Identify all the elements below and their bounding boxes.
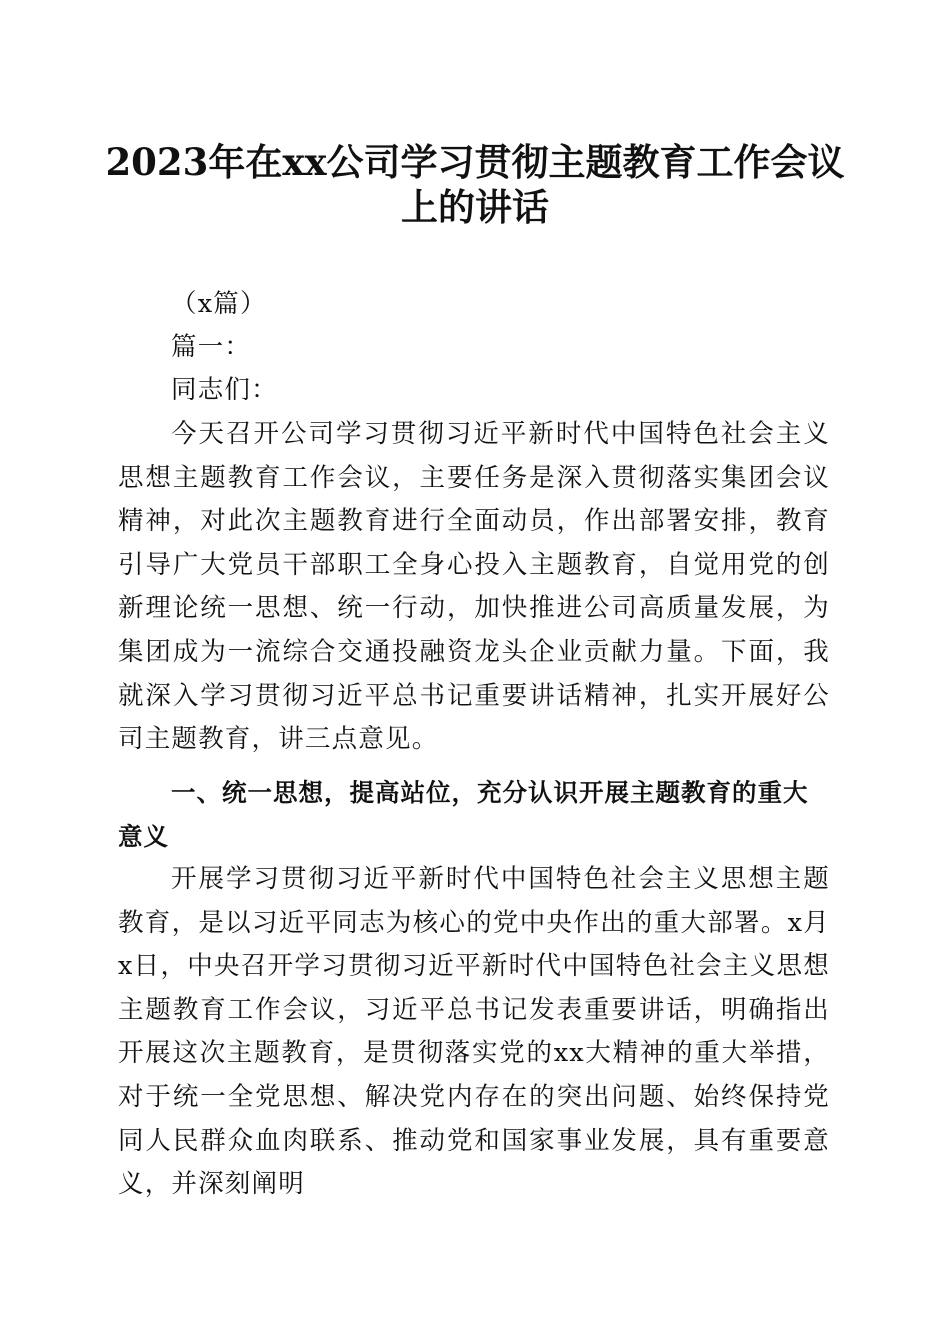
salutation: 同志们： — [171, 375, 278, 405]
document-title-line-2: 上的讲话 — [401, 185, 549, 229]
opening-paragraph: 今天召开公司学习贯彻习近平新时代中国特色社会主义思想主题教育工作会议，主要任务是深入贯彻落实集团会议精神，对此次主题教育进行全面动员，作出部署安排，教育引导广大党员干部职工全身心投入主题教育，自觉用党的创新理论统一思想、统一行动，加快推进公司高质量发展，为集团成为一流综合交通投融资龙头企业贡献力量。下面，我就深入学习贯彻习近平总书记重要讲话精神，扎实开展好公司主题教育，讲三点意见。 — [118, 419, 830, 755]
section-one-paragraph: 开展学习贯彻习近平新时代中国特色社会主义思想主题教育，是以习近平同志为核心的党中央作出的重大部署。x月x日，中央召开学习贯彻习近平新时代中国特色社会主义思想主题教育工作会议，习近平总书记发表重要讲话，明确指出开展这次主题教育，是贯彻落实党的xx大精神的重大举措，对于统一全党思想、解决党内存在的突出问题、始终保持党同人民群众血肉联系、推动党和国家事业发展，具有重要意义，并深刻阐明 — [118, 864, 830, 1200]
document-title-line-1: 2023年在xx公司学习贯彻主题教育工作会议 — [105, 140, 845, 184]
part-label: 篇一： — [171, 332, 252, 362]
section-one-heading: 一、统一思想，提高站位，充分认识开展主题教育的重大意义 — [118, 778, 809, 851]
count-note: （x篇） — [171, 289, 267, 319]
